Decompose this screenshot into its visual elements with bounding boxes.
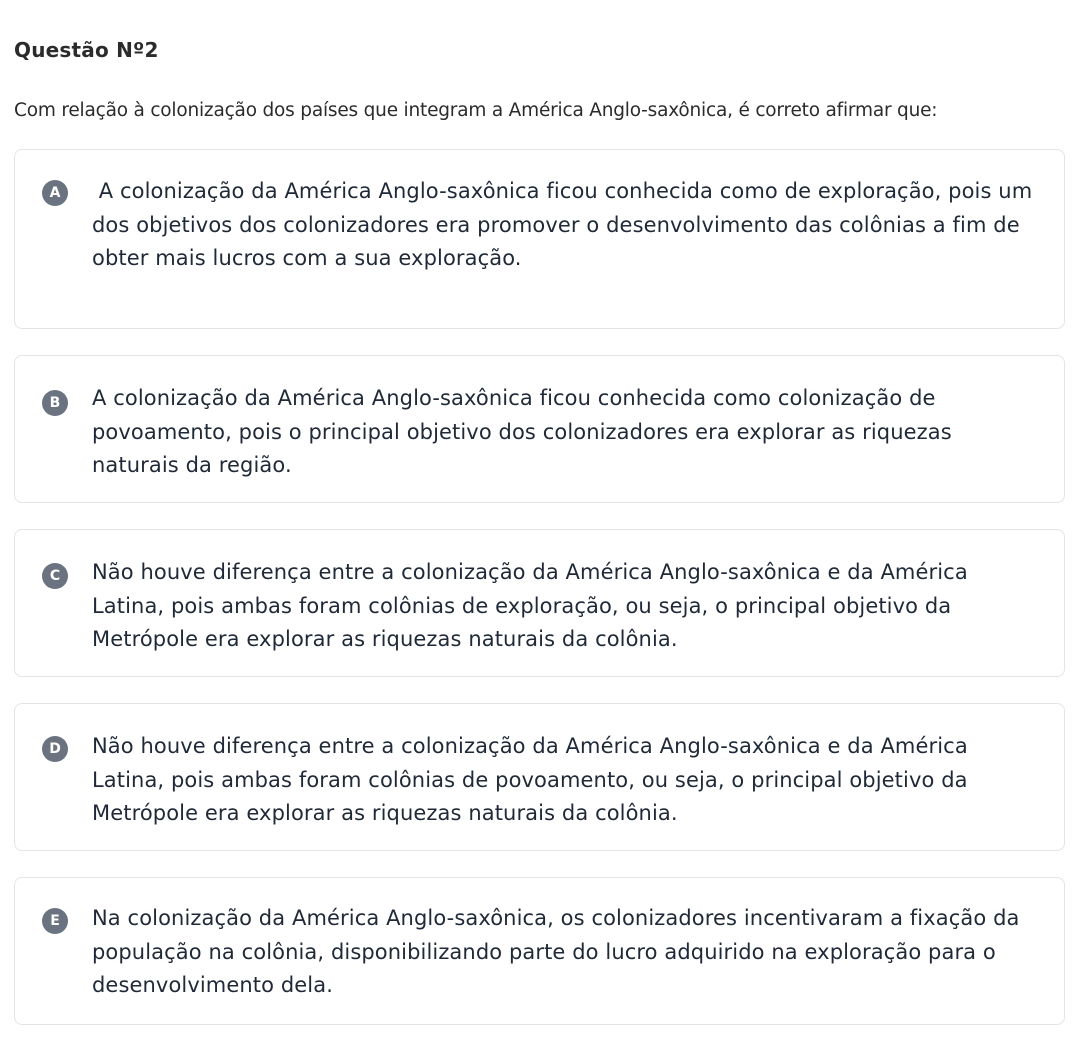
question-title: Questão Nº2 [14, 38, 159, 62]
question-prompt: Com relação à colonização dos países que integram a América Anglo-saxônica, é correto afirmar que: [14, 100, 938, 121]
option-a[interactable] [14, 149, 1065, 329]
option-a-text: A colonização da América Anglo-saxônica ficou conhecida como de exploração, pois um dos objetivos dos colonizadores era promover o desenvolvimento das colônias a fim de obter mais lucros com a sua exploração. [92, 179, 1040, 270]
option-a-badge: A [42, 180, 68, 206]
option-c-badge: C [42, 563, 68, 589]
option-c[interactable] [14, 529, 1065, 677]
option-d-text: Não houve diferença entre a colonização da América Anglo-saxônica e da América Latina, pois ambas foram colônias de povoamento, ou seja, o principal objetivo da Metrópole era explorar as riquezas naturais da colônia. [92, 734, 968, 825]
option-b-text: A colonização da América Anglo-saxônica ficou conhecida como colonização de povoamento, pois o principal objetivo dos colonizadores era explorar as riquezas naturais da região. [92, 386, 952, 477]
option-d-badge: D [42, 736, 68, 762]
option-e-text: Na colonização da América Anglo-saxônica, os colonizadores incentivaram a fixação da população na colônia, disponibilizando parte do lucro adquirido na exploração para o desenvolvimento dela. [92, 906, 1020, 997]
option-b[interactable] [14, 355, 1065, 503]
option-c-text: Não houve diferença entre a colonização da América Anglo-saxônica e da América Latina, pois ambas foram colônias de exploração, ou seja, o principal objetivo da Metrópole era explorar as riquezas naturais da colônia. [92, 560, 968, 651]
option-d[interactable] [14, 703, 1065, 851]
option-e-badge: E [42, 908, 68, 934]
option-b-badge: B [42, 390, 68, 416]
options-list [14, 149, 1065, 1051]
option-e[interactable] [14, 877, 1065, 1025]
